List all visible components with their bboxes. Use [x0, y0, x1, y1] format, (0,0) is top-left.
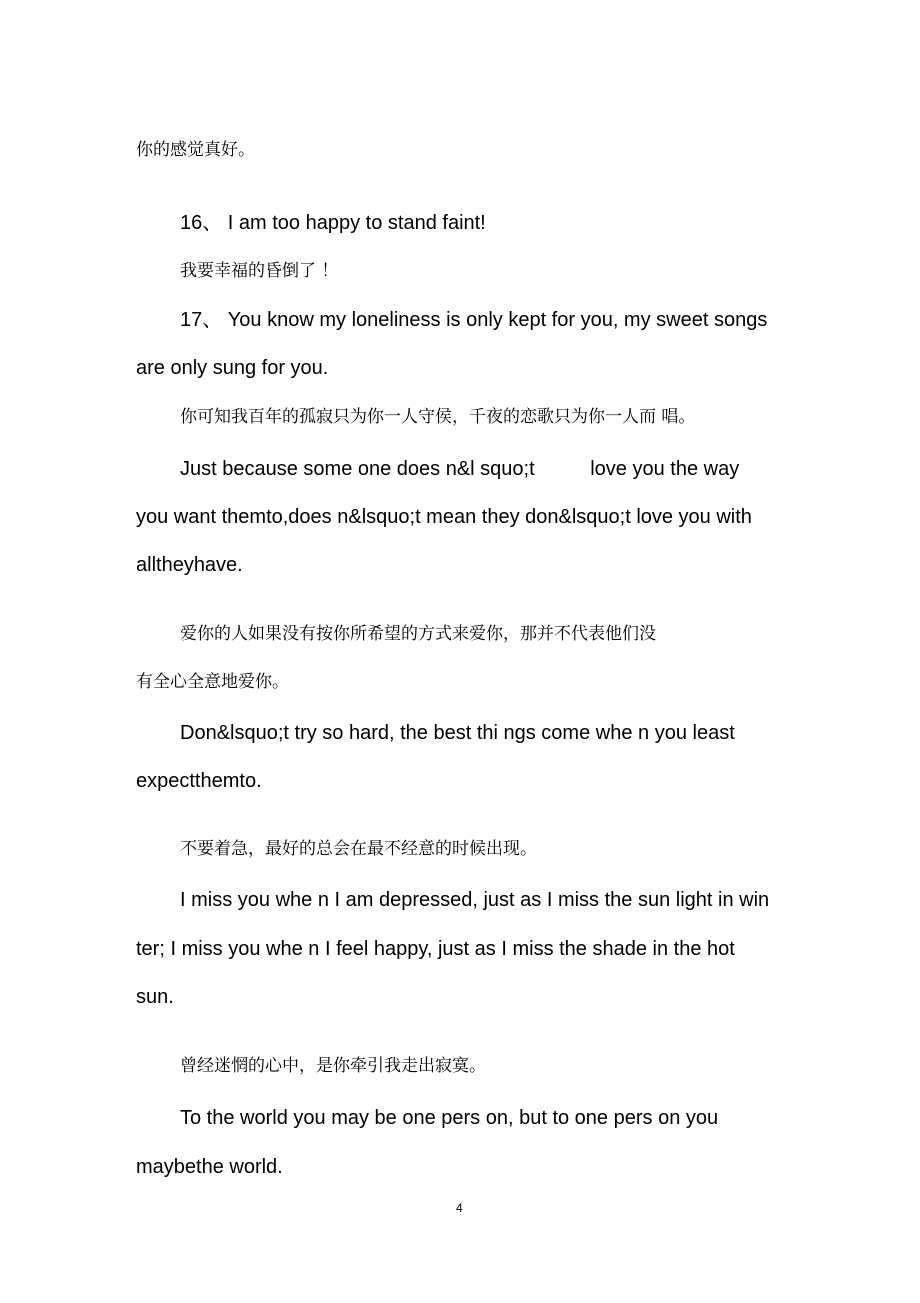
text-line: alltheyhave. [136, 554, 243, 576]
text-line: Don&lsquo;t try so hard, the best thi ngs come whe n you least [180, 722, 735, 744]
page-number: 4 [456, 1201, 463, 1215]
text-line: To the world you may be one pers on, but to one pers on you [180, 1107, 719, 1129]
text-line: are only sung for you. [136, 357, 329, 379]
text-line: 曾经迷惘的心中，是你牵引我走出寂寞。 [180, 1056, 486, 1076]
text-line: maybethe world. [136, 1156, 283, 1178]
text-line: 有全心全意地爱你。 [136, 672, 289, 692]
text-line: 你可知我百年的孤寂只为你一人守侯，千夜的恋歌只为你一人而 唱。 [180, 407, 696, 427]
text-line: 爱你的人如果没有按你所希望的方式来爱你，那并不代表他们没 [180, 624, 656, 644]
text-line: sun. [136, 986, 174, 1008]
text-line: 不要着急，最好的总会在最不经意的时候出现。 [180, 839, 537, 859]
text-line: 你的感觉真好。 [136, 140, 255, 160]
text-line: 17、 You know my loneliness is only kept for you, my sweet songs [180, 309, 768, 331]
text-line: 16、 I am too happy to stand faint! [180, 212, 486, 234]
text-line: ter; I miss you whe n I feel happy, just as I miss the shade in the hot [136, 938, 735, 960]
text-line: 我要幸福的昏倒了 ！ [180, 261, 339, 281]
text-line: Just because some one does n&l squo;t love you the way [180, 458, 740, 480]
text-line: I miss you whe n I am depressed, just as I miss the sun light in win [180, 889, 770, 911]
text-line: expectthemto. [136, 770, 262, 792]
text-line: you want themto,does n&lsquo;t mean they don&lsquo;t love you with [136, 506, 752, 528]
